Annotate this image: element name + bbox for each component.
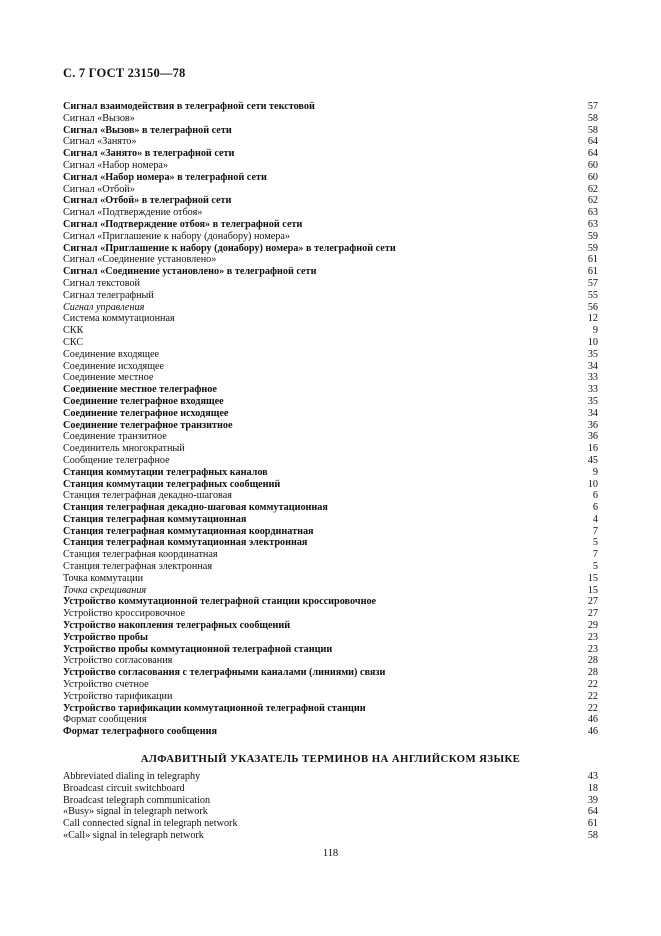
index-page-ref: 43 [587, 771, 598, 782]
index-term: Точка коммутации [63, 572, 144, 584]
index-term: Устройство согласования с телеграфными каналами (линиями) связи [63, 667, 386, 679]
index-page-ref: 15 [587, 584, 598, 596]
index-page-ref: 23 [587, 631, 598, 643]
index-entry [63, 714, 598, 726]
index-entry [63, 160, 598, 172]
index-page-ref: 59 [587, 242, 598, 254]
index-term: Устройство пробы [63, 631, 148, 643]
index-term: Сигнал «Занято» в телеграфной сети [63, 148, 235, 160]
index-term: «Busy» signal in telegraph network [63, 806, 208, 818]
index-term: Сигнал «Подтверждение отбоя» [63, 207, 203, 219]
index-term: Соединение телеграфное транзитное [63, 419, 233, 431]
index-entry [63, 573, 598, 585]
index-entry [63, 266, 598, 278]
index-entry [63, 254, 598, 266]
index-entry [63, 667, 598, 679]
index-term: Устройство тарификации [63, 690, 173, 702]
index-page-ref: 63 [587, 218, 598, 230]
index-entry [63, 691, 598, 703]
index-term: Соединение транзитное [63, 431, 167, 443]
index-page-ref: 34 [587, 407, 598, 419]
index-entry [63, 136, 598, 148]
index-page-ref: 64 [587, 136, 598, 148]
index-term: Сигнал «Занято» [63, 136, 137, 148]
index-term: Сигнал «Набор номера» [63, 159, 169, 171]
index-term: Abbreviated dialing in telegraphy [63, 771, 201, 782]
index-entry [63, 679, 598, 691]
index-page-ref: 46 [587, 726, 598, 738]
index-entry [63, 726, 598, 738]
index-page-ref: 59 [587, 230, 598, 242]
index-term: Соединение входящее [63, 348, 160, 360]
index-term: Сигнал взаимодействия в телеграфной сети текстовой [63, 101, 315, 112]
index-entry [63, 148, 598, 160]
index-entry [63, 396, 598, 408]
index-page-ref: 61 [587, 254, 598, 266]
index-entry [63, 337, 598, 349]
index-term: Устройство кроссировочное [63, 608, 186, 620]
index-entry [63, 243, 598, 255]
index-entry [63, 502, 598, 514]
index-term: Call connected signal in telegraph network [63, 818, 238, 830]
index-entry [63, 585, 598, 597]
index-term: Соединитель многократный [63, 443, 185, 455]
index-page-ref: 46 [587, 714, 598, 726]
index-term: Устройство накопления телеграфных сообщений [63, 620, 291, 632]
index-page-ref: 7 [592, 549, 598, 561]
index-entry [63, 219, 598, 231]
index-entry [63, 830, 598, 842]
index-term: Станция телеграфная коммутационная электронная [63, 537, 308, 549]
index-entry [63, 514, 598, 526]
index-entry [63, 420, 598, 432]
index-term: Сигнал «Набор номера» в телеграфной сети [63, 171, 267, 183]
index-page-ref: 6 [592, 502, 598, 514]
index-page-ref: 9 [592, 325, 598, 337]
index-page-ref: 12 [587, 313, 598, 325]
index-term: Станция телеграфная электронная [63, 561, 213, 573]
index-term: Соединение телеграфное исходящее [63, 407, 229, 419]
index-page-ref: 60 [587, 159, 598, 171]
index-entry [63, 231, 598, 243]
index-entry [63, 349, 598, 361]
index-entry [63, 207, 598, 219]
index-page-ref: 34 [587, 360, 598, 372]
index-entry [63, 806, 598, 818]
index-page-ref: 56 [587, 301, 598, 313]
english-index-title: АЛФАВИТНЫЙ УКАЗАТЕЛЬ ТЕРМИНОВ НА АНГЛИЙСКОМ ЯЗЫКЕ [140, 753, 521, 765]
index-term: Сигнал телеграфный [63, 289, 154, 301]
index-entry [63, 549, 598, 561]
index-page-ref: 28 [587, 667, 598, 679]
index-entry [63, 431, 598, 443]
index-term: Сигнал «Приглашение к набору (донабору) номера» [63, 230, 291, 242]
index-term: Станция коммутации телеграфных сообщений [63, 478, 281, 490]
index-term: СКК [63, 325, 84, 337]
index-term: Broadcast telegraph communication [63, 794, 211, 806]
index-page-ref: 9 [592, 466, 598, 478]
index-entry [63, 172, 598, 184]
index-page-ref: 27 [587, 608, 598, 620]
index-page-ref: 45 [587, 454, 598, 466]
index-term: Точка скрещивания [63, 584, 147, 596]
index-page-ref: 39 [587, 794, 598, 806]
index-term: Сигнал «Соединение установлено» [63, 254, 217, 266]
index-page-ref: 15 [587, 572, 598, 584]
index-entry [63, 818, 598, 830]
index-page-ref: 10 [587, 336, 598, 348]
index-page-ref: 36 [587, 431, 598, 443]
index-entry [63, 467, 598, 479]
index-entry [63, 302, 598, 314]
index-entry [63, 795, 598, 807]
index-entry [63, 313, 598, 325]
index-page-ref: 7 [592, 525, 598, 537]
index-term: Сигнал «Вызов» [63, 112, 135, 124]
index-term: Сигнал «Вызов» в телеграфной сети [63, 124, 232, 136]
index-entry [63, 644, 598, 656]
index-entry [63, 290, 598, 302]
index-term: СКС [63, 336, 84, 348]
index-page-ref: 22 [587, 690, 598, 702]
index-page-ref: 58 [587, 829, 598, 841]
index-entry [63, 620, 598, 632]
russian-term-index [63, 101, 598, 738]
index-entry [63, 325, 598, 337]
index-term: Сигнал «Приглашение к набору (донабору) номера» в телеграфной сети [63, 242, 396, 254]
index-term: Сигнал управления [63, 301, 145, 313]
index-page-ref: 27 [587, 596, 598, 608]
index-entry [63, 101, 598, 113]
index-entry [63, 113, 598, 125]
index-term: Сигнал текстовой [63, 277, 141, 289]
index-page-ref: 36 [587, 419, 598, 431]
index-page-ref: 28 [587, 655, 598, 667]
index-term: Соединение местное [63, 372, 154, 384]
index-page-ref: 22 [587, 679, 598, 691]
page-header: С. 7 ГОСТ 23150—78 [63, 66, 186, 80]
index-term: Устройство счетное [63, 679, 149, 691]
index-term: Станция телеграфная декадно-шаговая коммутационная [63, 502, 328, 514]
index-page-ref: 18 [587, 782, 598, 794]
index-entry [63, 783, 598, 795]
index-term: Соединение телеграфное входящее [63, 395, 224, 407]
index-term: Сигнал «Соединение установлено» в телеграфной сети [63, 266, 317, 278]
index-entry [63, 125, 598, 137]
index-page-ref: 63 [587, 207, 598, 219]
index-page-ref: 57 [587, 277, 598, 289]
index-entry [63, 479, 598, 491]
index-page-ref: 57 [587, 101, 598, 112]
index-term: Сигнал «Отбой» [63, 183, 135, 195]
index-entry [63, 195, 598, 207]
index-term: Станция телеграфная коммутационная [63, 513, 247, 525]
index-entry [63, 655, 598, 667]
index-term: Станция телеграфная коммутационная координатная [63, 525, 314, 537]
index-entry [63, 443, 598, 455]
index-entry [63, 537, 598, 549]
index-page-ref: 5 [592, 537, 598, 549]
index-page-ref: 4 [592, 513, 598, 525]
index-page-ref: 58 [587, 124, 598, 136]
index-page-ref: 5 [592, 561, 598, 573]
index-page-ref: 33 [587, 372, 598, 384]
index-term: Станция телеграфная декадно-шаговая [63, 490, 232, 502]
index-entry [63, 372, 598, 384]
english-term-index [63, 771, 598, 842]
index-term: Формат телеграфного сообщения [63, 726, 217, 738]
index-page-ref: 64 [587, 806, 598, 818]
index-term: Устройство коммутационной телеграфной станции кроссировочное [63, 596, 377, 608]
index-term: Станция телеграфная координатная [63, 549, 218, 561]
index-page-ref: 35 [587, 348, 598, 360]
index-term: Формат сообщения [63, 714, 147, 726]
index-page-ref: 29 [587, 620, 598, 632]
index-term: Устройство пробы коммутационной телеграфной станции [63, 643, 333, 655]
index-entry [63, 184, 598, 196]
index-page-ref: 62 [587, 195, 598, 207]
index-entry [63, 384, 598, 396]
index-entry [63, 703, 598, 715]
index-entry [63, 632, 598, 644]
index-term: Станция коммутации телеграфных каналов [63, 466, 268, 478]
index-page-ref: 55 [587, 289, 598, 301]
index-term: Сообщение телеграфное [63, 454, 170, 466]
page-number: 118 [322, 848, 339, 859]
index-page-ref: 61 [587, 266, 598, 278]
index-entry [63, 771, 598, 783]
index-entry [63, 455, 598, 467]
index-page-ref: 33 [587, 384, 598, 396]
index-term: Система коммутационная [63, 313, 175, 325]
index-entry [63, 561, 598, 573]
index-page-ref: 61 [587, 818, 598, 830]
index-term: Соединение исходящее [63, 360, 165, 372]
index-entry [63, 361, 598, 373]
index-term: Сигнал «Подтверждение отбоя» в телеграфной сети [63, 218, 303, 230]
index-term: Broadcast circuit switchboard [63, 782, 185, 794]
index-page-ref: 58 [587, 112, 598, 124]
index-term: Соединение местное телеграфное [63, 384, 217, 396]
index-page-ref: 60 [587, 171, 598, 183]
index-entry [63, 596, 598, 608]
index-entry [63, 408, 598, 420]
index-term: Сигнал «Отбой» в телеграфной сети [63, 195, 232, 207]
index-term: Устройство тарификации коммутационной телеграфной станции [63, 702, 366, 714]
index-term: Устройство согласования [63, 655, 173, 667]
index-term: «Call» signal in telegraph network [63, 829, 204, 841]
index-page-ref: 6 [592, 490, 598, 502]
index-entry [63, 278, 598, 290]
index-page-ref: 62 [587, 183, 598, 195]
index-entry [63, 608, 598, 620]
index-entry [63, 490, 598, 502]
index-page-ref: 22 [587, 702, 598, 714]
index-page-ref: 35 [587, 395, 598, 407]
index-page-ref: 64 [587, 148, 598, 160]
index-page-ref: 16 [587, 443, 598, 455]
index-page-ref: 10 [587, 478, 598, 490]
index-page-ref: 23 [587, 643, 598, 655]
index-entry [63, 526, 598, 538]
